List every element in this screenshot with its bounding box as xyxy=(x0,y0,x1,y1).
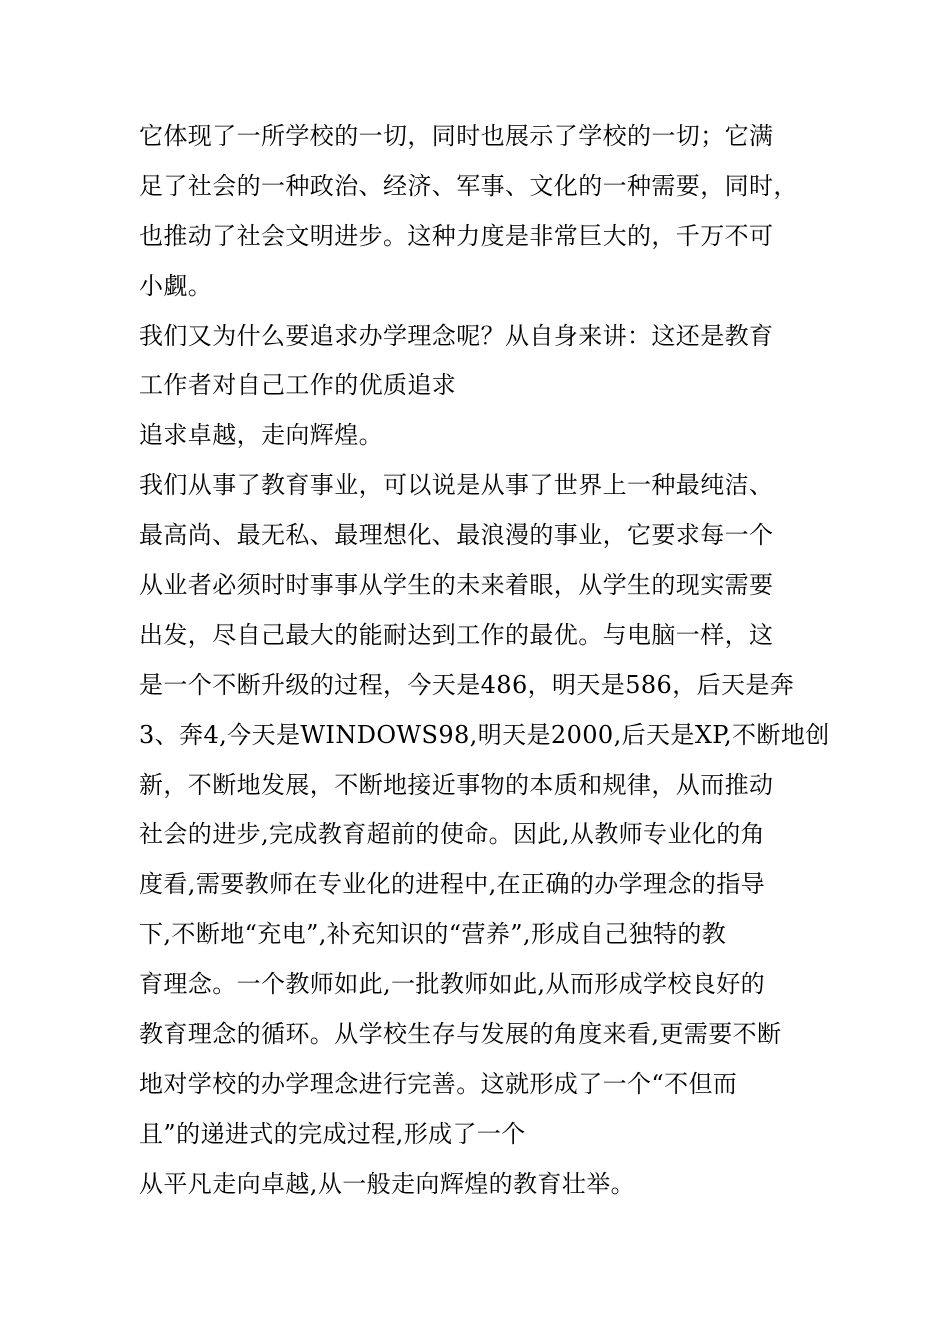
text-line: 地对学校的办学理念进行完善。这就形成了一个“不但而 xyxy=(139,1069,738,1098)
text-line: 追求卓越，走向辉煌。 xyxy=(139,421,383,450)
text-line: 是一个不断升级的过程，今天是486，明天是586，后天是奔 xyxy=(139,670,795,699)
text-line: 它体现了一所学校的一切，同时也展示了学校的一切；它满 xyxy=(139,122,774,150)
text-line: 我们从事了教育事业，可以说是从事了世界上一种最纯洁、 xyxy=(139,471,774,500)
text-line: 从业者必须时时事事从学生的未来着眼，从学生的现实需要 xyxy=(139,571,774,600)
text-line: 工作者对自己工作的优质追求 xyxy=(139,371,457,400)
text-line: 社会的进步,完成教育超前的使命。因此,从教师专业化的角 xyxy=(139,820,766,849)
text-line: 小觑。 xyxy=(139,271,213,300)
text-line: 从平凡走向卓越,从一般走向辉煌的教育壮举。 xyxy=(139,1169,636,1198)
text-line: 下,不断地“充电”,补充知识的“营养”,形成自己独特的教 xyxy=(139,920,727,949)
text-line: 度看,需要教师在专业化的进程中,在正确的办学理念的指导 xyxy=(139,870,766,899)
text-line: 新，不断地发展，不断地接近事物的本质和规律，从而推动 xyxy=(139,770,774,799)
body-text xyxy=(139,112,839,1210)
text-line: 3、奔4,今天是WINDOWS98,明天是2000,后天是XP,不断地创 xyxy=(139,720,830,749)
text-line: 最高尚、最无私、最理想化、最浪漫的事业，它要求每一个 xyxy=(139,521,774,550)
text-line: 出发，尽自己最大的能耐达到工作的最优。与电脑一样，这 xyxy=(139,620,774,649)
text-line: 育理念。一个教师如此,一批教师如此,从而形成学校良好的 xyxy=(139,970,766,999)
text-line: 且”的递进式的完成过程,形成了一个 xyxy=(139,1119,526,1148)
text-line: 也推动了社会文明进步。这种力度是非常巨大的，千万不可 xyxy=(139,221,774,250)
text-line: 足了社会的一种政治、经济、军事、文化的一种需要，同时， xyxy=(139,171,798,200)
text-line: 我们又为什么要追求办学理念呢？从自身来讲：这还是教育 xyxy=(139,321,774,350)
text-line: 教育理念的循环。从学校生存与发展的角度来看,更需要不断 xyxy=(139,1020,782,1049)
